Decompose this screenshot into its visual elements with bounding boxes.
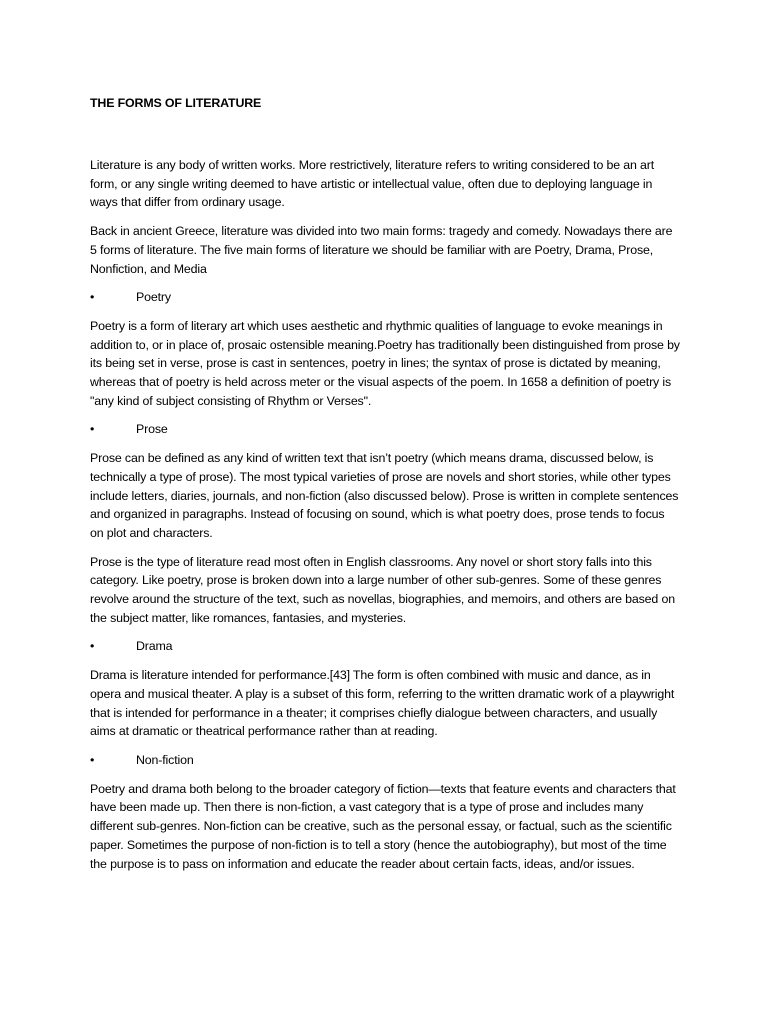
intro-paragraph-1: Literature is any body of written works. More restrictively, literature refers to writing considered to be an art form, or any single writing deemed to have artistic or intellectual value, often due to deploying language in ways that differ from ordinary usage. [90, 158, 655, 210]
drama-paragraph: Drama is literature intended for performance.[43] The form is often combined with music and dance, as in opera and musical theater. A play is a subset of this form, referring to the written dramatic work of a playwright that is intended for performance in a theater; it comprises chiefly dialogue between characters, and usually aims at dramatic or theatrical performance rather than at reading. [90, 668, 675, 739]
prose-paragraph-2: Prose is the type of literature read most often in English classrooms. Any novel or short story falls into this category. Like poetry, prose is broken down into a large number of other sub-genres. Some of these genres revolve around the structure of the text, such as novellas, biographies, and memoirs, and others are based on the subject matter, like romances, fantasies, and mysteries. [90, 554, 675, 625]
bullet-heading-drama [90, 637, 680, 656]
bullet-icon: • [90, 752, 95, 767]
bullet-heading-poetry [90, 288, 680, 307]
poetry-paragraph: Poetry is a form of literary art which uses aesthetic and rhythmic qualities of language to evoke meanings in addition to, or in place of, prosaic ostensible meaning.Poetry has traditionally been distinguished from prose by its being set in verse, prose is cast in sentences, poetry in lines; the syntax of prose is dictated by meaning, whereas that of poetry is held across meter or the visual aspects of the poem. In 1658 a definition of poetry is "any kind of subject consisting of Rhythm or Verses". [90, 318, 680, 408]
bullet-heading-prose [90, 420, 680, 439]
section-heading: Prose [136, 422, 168, 437]
intro-paragraph-2: Back in ancient Greece, literature was divided into two main forms: tragedy and comedy. Nowadays there are 5 forms of literature. The five main forms of literature we should be familiar with are Poetry, Drama, Prose, Nonfiction, and Media [90, 224, 673, 276]
section-heading: Non-fiction [136, 752, 194, 767]
bullet-icon: • [90, 290, 95, 305]
document-page [90, 94, 680, 883]
bullet-heading-non-fiction [90, 751, 680, 770]
prose-paragraph-1: Prose can be defined as any kind of written text that isn’t poetry (which means drama, discussed below, is technically a type of prose). The most typical varieties of prose are novels and short stories, while other types include letters, diaries, journals, and non-fiction (also discussed below). Prose is written in complete sentences and organized in paragraphs. Instead of focusing on sound, which is what poetry does, prose tends to focus on plot and characters. [90, 451, 679, 540]
bullet-icon: • [90, 639, 95, 654]
section-heading: Poetry [136, 290, 171, 305]
bullet-icon: • [90, 422, 95, 437]
non-fiction-paragraph: Poetry and drama both belong to the broader category of fiction—texts that feature events and characters that have been made up. Then there is non-fiction, a vast category that is a type of prose and includes many different sub-genres. Non-fiction can be creative, such as the personal essay, or factual, such as the scientific paper. Sometimes the purpose of non-fiction is to tell a story (hence the autobiography), but most of the time the purpose is to pass on information and educate the reader about certain facts, ideas, and/or issues. [90, 781, 676, 871]
document-title: THE FORMS OF LITERATURE [90, 96, 262, 110]
section-heading: Drama [136, 639, 173, 654]
